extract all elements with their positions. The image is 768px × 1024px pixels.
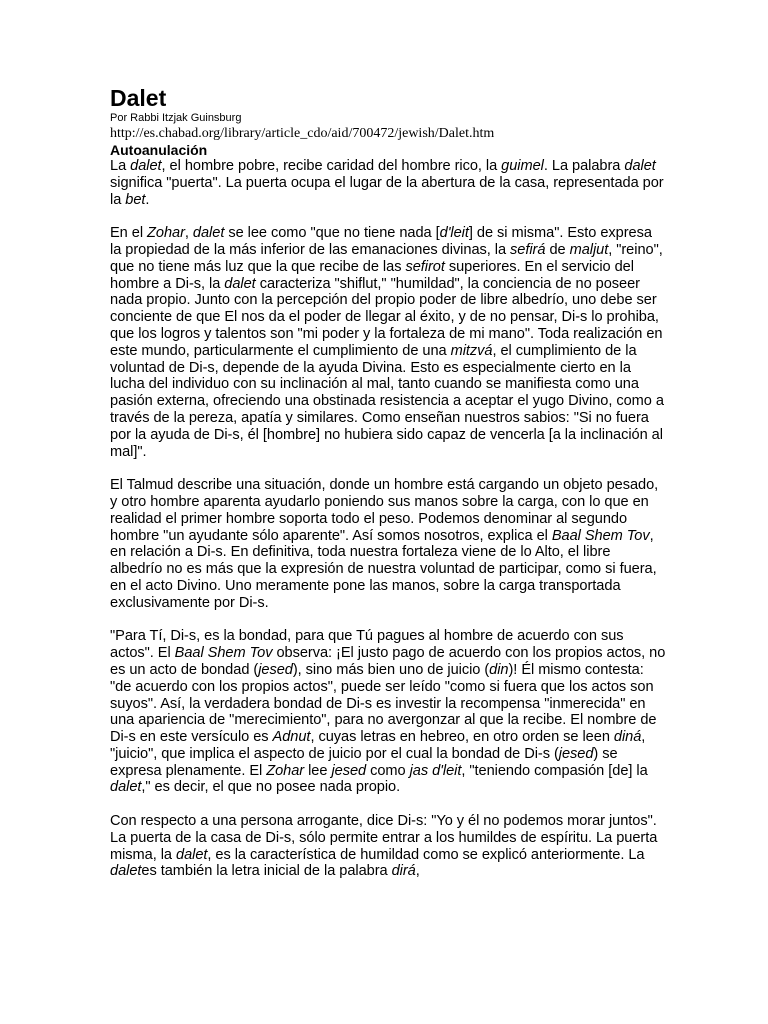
italic-term: sefirot <box>405 258 445 275</box>
italic-term: dalet <box>110 863 142 880</box>
italic-term: dalet <box>130 158 162 174</box>
text-run: ), sino más bien uno de juicio ( <box>292 661 490 678</box>
text-run: )! Él mismo contesta: "de acuerdo con los propios actos", puede ser leído "como si fuera que los actos son suyos". Así, la verdadera bondad de Di-s es investir la recompensa "inmerecida" en una apariencia de "merecimiento", para no avergonzar al que la recibe. El nombre de Di-s en este versículo es <box>110 661 657 746</box>
paragraph <box>110 813 666 880</box>
document-title: Dalet <box>110 85 167 111</box>
italic-term: dirá <box>391 863 416 880</box>
text-run: ) se expresa plenamente. El <box>110 745 618 779</box>
italic-term: bet <box>125 191 146 208</box>
italic-term: maljut <box>569 241 609 258</box>
text-run: , <box>184 225 193 242</box>
text-run: ] de si misma". Esto expresa la propiedad de la más inferior de las emanaciones divinas, la <box>110 225 652 258</box>
text-run: . <box>145 191 150 208</box>
italic-term: dalet <box>624 158 656 174</box>
text-run: es también la letra inicial de la palabra <box>141 863 392 880</box>
text-run: significa "puerta". La puerta ocupa el lugar de la abertura de la casa, representada por la <box>110 174 664 208</box>
text-run: El Talmud describe una situación, donde un hombre está cargando un objeto pesado, y otro hombre aparenta ayudarlo poniendo sus manos sobre la carga, con lo que en realidad el primer hombre soporta todo el peso. Podemos denominar al segundo hombre "un ayudante sólo aparente". Así somos nosotros, explica el <box>110 477 659 544</box>
italic-term: dalet <box>110 779 142 796</box>
text-run: , en relación a Di-s. En definitiva, toda nuestra fortaleza viene de lo Alto, el libre albedrío no es más que la expresión de nuestra voluntad de participar, como si fuera, en el acto Divino. Uno meramente pone las manos, sobre la carga transportada exclusivamente por Di-s. <box>110 527 657 611</box>
text-run: se lee como "que no tiene nada [ <box>224 225 440 242</box>
text-run: , <box>415 863 420 880</box>
section-heading: Autoanulación <box>110 142 208 158</box>
italic-term: sefirá <box>510 241 546 258</box>
text-run: , "juicio", que implica el aspecto de juicio por el cual la bondad de Di-s ( <box>110 729 646 762</box>
text-run: ," es decir, el que no posee nada propio. <box>141 779 401 796</box>
text-run: como <box>366 762 410 779</box>
paragraph <box>110 477 666 611</box>
text-run: En el <box>110 225 148 242</box>
text-run: , "teniendo compasión [de] la <box>461 762 648 779</box>
source-url: http://es.chabad.org/library/article_cdo/aid/700472/jewish/Dalet.htm <box>110 126 495 141</box>
italic-term: jas d'leit <box>409 762 462 779</box>
italic-term: din <box>489 661 509 678</box>
italic-term: d'leit <box>439 225 469 242</box>
text-run: de <box>545 241 570 258</box>
italic-term: jesed <box>331 762 367 779</box>
text-run: , el cumplimiento de la voluntad de Di-s, depende de la ayuda Divina. Esto es especialmente cierto en la lucha del individuo con su inclinación al mal, tanto cuando se manifiesta como una pasión externa, ofreciendo una obstinada resistencia a aceptar el yugo Divino, como a través de la pereza, apatía y similares. Como enseñan nuestros sabios: "Si no fuera por la ayuda de Di-s, él [hombre] no hubiera sido capaz de vencerla [a la inclinación al mal]". <box>110 342 664 460</box>
italic-term: Baal Shem Tov <box>174 645 273 662</box>
paragraph <box>110 225 666 460</box>
text-run: "Para Tí, Di-s, es la bondad, para que Tú pagues al hombre de acuerdo con sus actos". El <box>110 628 624 662</box>
italic-term: dalet <box>224 275 256 292</box>
text-run: Con respecto a una persona arrogante, dice Di-s: "Yo y él no podemos morar juntos". La puerta de la casa de Di-s, sólo permite entrar a los humildes de espíritu. La puerta misma, la <box>110 813 658 863</box>
article-body <box>110 158 666 880</box>
italic-term: Zohar <box>266 762 305 779</box>
text-run: caracteriza "shiflut," "humildad", la conciencia de no poseer nada propio. Junto con la percepción del propio poder de libre albedrío, uno debe ser conciente de que El nos da el poder de llegar al éxito, y de no pensar, Di-s lo prohiba, que los logros y talentos son "mi poder y la fortaleza de mi mano". Toda realización en este mundo, particularmente el cumplimiento de una <box>110 275 663 359</box>
text-run: , cuyas letras en hebreo, en otro orden se leen <box>310 729 614 746</box>
text-run: lee <box>304 762 332 779</box>
paragraph <box>110 628 666 796</box>
italic-term: Zohar <box>147 225 185 242</box>
italic-term: guimel <box>501 158 544 174</box>
italic-term: dalet <box>192 225 225 242</box>
text-run: observa: ¡El justo pago de acuerdo con los propios actos, no es un acto de bondad ( <box>110 645 666 678</box>
italic-term: jesed <box>258 661 293 678</box>
text-run: superiores. En el servicio del hombre a Di-s, la <box>110 258 634 292</box>
author-line: Por Rabbi Itzjak Guinsburg <box>110 112 242 124</box>
paragraph <box>110 158 666 208</box>
italic-term: jesed <box>558 745 594 762</box>
italic-term: mitzvá <box>450 342 493 359</box>
text-run: , es la característica de humildad como se explicó anteriormente. La <box>207 846 645 863</box>
text-run: La <box>110 158 131 174</box>
text-run: . La palabra <box>543 158 625 174</box>
text-run: , "reino", que no tiene más luz que la que recibe de las <box>110 241 663 275</box>
document-page <box>110 84 666 897</box>
text-run: , el hombre pobre, recibe caridad del hombre rico, la <box>161 158 502 174</box>
italic-term: diná <box>613 729 642 746</box>
italic-term: dalet <box>176 846 208 863</box>
italic-term: Baal Shem Tov <box>551 527 650 544</box>
italic-term: Adnut <box>272 729 311 746</box>
